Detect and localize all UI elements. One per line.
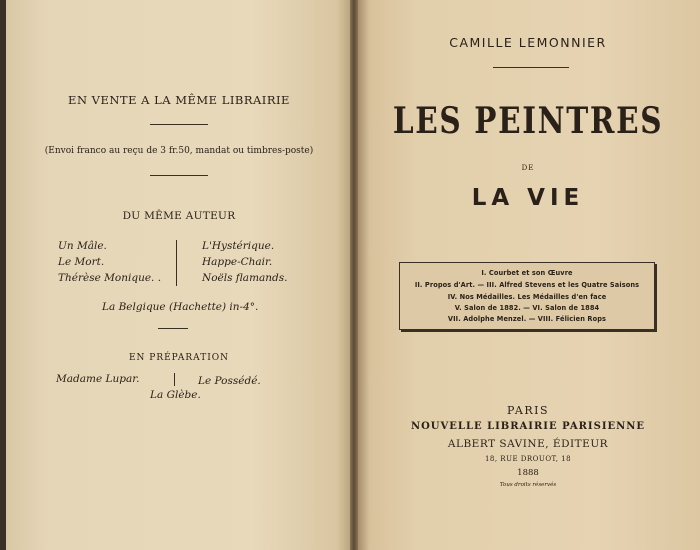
divider-rule: [493, 67, 569, 68]
work-title: Madame Lupar.: [56, 373, 140, 385]
contents-box: [399, 262, 655, 330]
in-preparation-heading: EN PRÉPARATION: [128, 353, 230, 363]
work-title: Noëls flamands.: [202, 272, 288, 284]
shipping-note: (Envoi franco au reçu de 3 fr.50, mandat ou timbres-poste): [44, 146, 314, 156]
title-de: DE: [521, 164, 535, 172]
publisher-name: NOUVELLE LIBRAIRIE PARISIENNE: [410, 421, 646, 432]
rights-notice: Tous droits réservés: [499, 482, 557, 488]
publication-year: 1888: [517, 468, 539, 478]
column-separator: [176, 240, 177, 286]
contents-line: II. Propos d'Art. — III. Alfred Stevens et les Quatre Saisons: [414, 281, 640, 289]
publisher-address: 18, RUE DROUOT, 18: [484, 455, 572, 463]
divider-rule: [150, 124, 208, 125]
work-title: Le Possédé.: [198, 375, 261, 387]
same-author-heading: DU MÊME AUTEUR: [122, 210, 236, 222]
work-title: Happe-Chair.: [202, 256, 273, 268]
publication-city: PARIS: [507, 404, 549, 417]
contents-line: VII. Adolphe Menzel. — VIII. Félicien Rops: [447, 315, 607, 323]
contents-line: I. Courbet et son Œuvre: [481, 269, 573, 277]
contents-line: IV. Nos Médailles. Les Médailles d'en face: [447, 293, 607, 301]
book-subtitle: LA VIE: [471, 185, 585, 211]
same-bookshop-heading: EN VENTE A LA MÊME LIBRAIRIE: [68, 93, 290, 107]
book-title: LES PEINTRES: [392, 100, 664, 142]
author-name: CAMILLE LEMONNIER: [449, 35, 607, 50]
work-title: Le Mort.: [58, 256, 105, 268]
contents-line: V. Salon de 1882. — VI. Salon de 1884: [454, 304, 600, 312]
divider-rule: [150, 175, 208, 176]
divider-rule: [158, 328, 188, 329]
work-title: L'Hystérique.: [202, 240, 275, 252]
work-title: Thérèse Monique. .: [58, 272, 162, 284]
belgique-line: La Belgique (Hachette) in-4°.: [102, 301, 259, 313]
work-title: Un Mâle.: [58, 240, 107, 252]
column-separator: [174, 373, 175, 386]
work-title: La Glèbe.: [150, 389, 201, 401]
editor-name: ALBERT SAVINE, ÉDITEUR: [447, 438, 609, 450]
